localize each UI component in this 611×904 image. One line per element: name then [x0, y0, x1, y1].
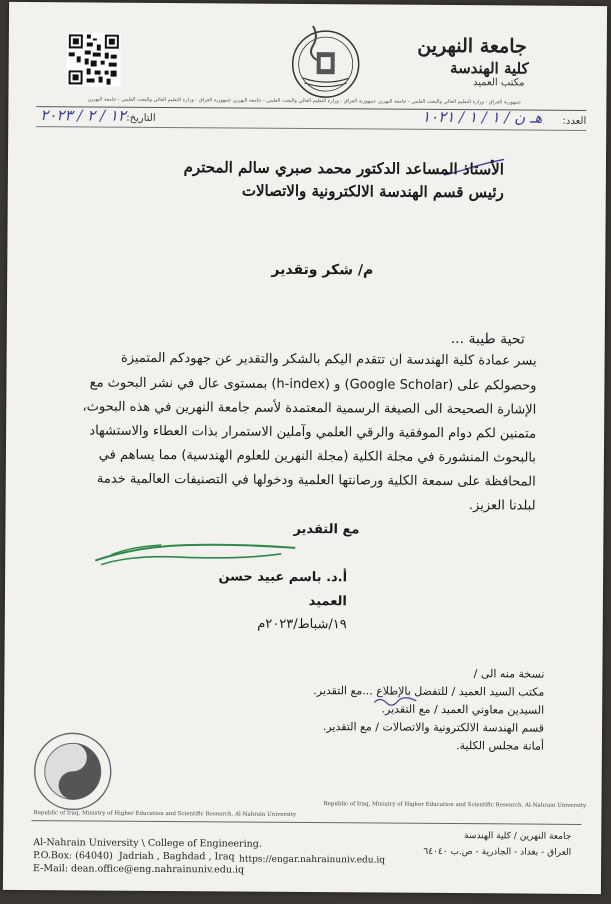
reference-number-value: هـ ن / ١ / ١ / ١٠٢١ — [422, 107, 543, 127]
university-name: جامعة النهرين — [417, 34, 527, 58]
college-name: كلية الهندسة — [450, 59, 529, 78]
copy-recipient: السيدين معاوني العميد / مع التقدير. — [381, 702, 545, 717]
footer-email: E-Mail: dean.office@eng.nahrainuniv.edu.iq — [33, 863, 245, 876]
signer-name: أ.د. باسم عبيد حسن — [218, 569, 348, 586]
body-line: متمنين لكم دوام الموفقية والرقي العلمي وآملين الاستمرار بذات العطاء والاستشهاد — [89, 423, 537, 442]
signer-title: العميد — [308, 594, 347, 610]
header-ribbon: جمهورية العراق - وزارة التعليم العالي والبحث العلمي - جامعة النهرين جمهورية العراق - وزارة التعليم العالي والبحث العلمي - جامعة النهرين جمهورية العراق - وزارة التعليم العالي والبحث العلمي - جامعة النهرين — [87, 96, 522, 106]
date-value: ١٢ / ٢ / ٢٠٢٣ — [40, 106, 126, 125]
greeting: تحية طيبة ... — [450, 331, 525, 348]
footer-ribbon-right: Republic of Iraq, Ministry of Higher Education and Scientific Research, Al-Nahrain University — [323, 801, 587, 809]
body-line: الإشارة الصحيحة الى الصيغة الرسمية المعتمدة لأسم جامعة النهرين في هذه البحوث، — [82, 399, 537, 418]
date-label: التاريخ: — [126, 112, 156, 124]
copy-recipient: مكتب السيد العميد / للتفضل بالإطلاع ...مع التقدير. — [313, 684, 545, 699]
letter-subject: م/ شكر وتقدير — [271, 261, 374, 279]
footer-address-line: P.O.Box: (64040) Jadriah , Baghdad , Iraq — [33, 850, 235, 863]
addressee-name: الأستاذ المساعد الدكتور محمد صبري سالم المحترم — [183, 158, 505, 179]
body-line: المحافظة على سمعة الكلية ورصانتها العلمية ودخولها في التصنيفات العالمية خدمة — [96, 471, 536, 490]
letter-page — [3, 2, 607, 894]
qr-code — [67, 32, 121, 86]
addressee-title: رئيس قسم الهندسة الالكترونية والاتصالات — [241, 181, 504, 202]
signature-date: ١٩/شباط/٢٠٢٣م — [257, 616, 347, 633]
footer-arabic-line: جامعة النهرين / كلية الهندسة — [464, 831, 572, 842]
copy-recipient: أمانة مجلس الكلية. — [456, 739, 544, 753]
body-line: بالبحوث المنشورة في مجلة الكلية (مجلة النهرين للعلوم الهندسية) مما يساهم في — [98, 447, 536, 466]
footer-website-link[interactable]: https://engar.nahrainuniv.edu.iq — [239, 854, 386, 866]
body-line: وحصولكم على (Google Scholar) و (h-index) بمستوى عال في نشر البحوث مع — [89, 375, 537, 394]
footer-address-line: Al-Nahrain University \ College of Engineering. — [33, 837, 262, 850]
footer-divider — [31, 820, 581, 825]
copies-heading: نسخة منه الى / — [473, 667, 545, 681]
university-seal — [31, 730, 114, 813]
closing-regards: مع التقدير — [293, 521, 360, 538]
copy-recipient: قسم الهندسة الالكترونية والاتصالات / مع التقدير. — [322, 720, 545, 735]
footer-ribbon-left: Republic of Iraq, Ministry of Higher Education and Scientific Research, Al-Nahrain University — [33, 810, 297, 818]
body-line: يسر عمادة كلية الهندسة ان تتقدم اليكم بالشكر والتقدير عن جهودكم المتميزة — [120, 350, 537, 369]
dean-office-label: مكتب العميد — [472, 77, 525, 89]
body-line: لبلدنا العزيز. — [468, 498, 536, 514]
reference-number-label: العدد: — [562, 115, 587, 127]
meta-divider — [36, 126, 586, 131]
footer-arabic-line: العراق - بغداد - الجادرية - ص.ب ٦٤٠٤٠ — [423, 846, 572, 858]
university-logo — [282, 16, 369, 103]
